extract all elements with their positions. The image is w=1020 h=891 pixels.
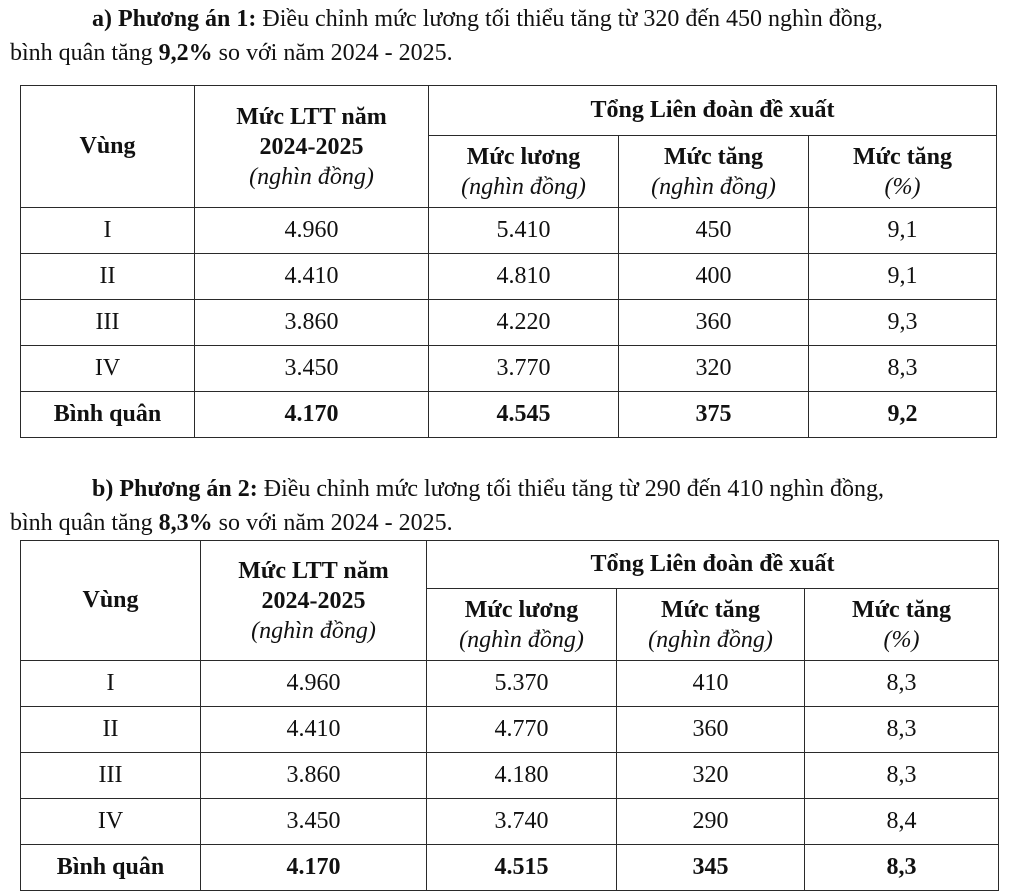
cell-ltt: 3.450 [195, 346, 429, 392]
table-row [21, 346, 997, 392]
table-option-1 [20, 85, 997, 438]
header-increase-unit: (nghìn đồng) [648, 626, 773, 653]
cell-increase-pct: 8,3 [805, 661, 999, 707]
header-salary-label: Mức lương [466, 143, 581, 170]
header-increase-pct [809, 136, 997, 208]
cell-increase: 290 [617, 799, 805, 845]
cell-ltt: 4.960 [201, 661, 427, 707]
cell-increase-pct: 8,3 [809, 346, 997, 392]
header-increase [617, 589, 805, 661]
cell-salary: 4.770 [427, 707, 617, 753]
cell-region: III [21, 300, 195, 346]
cell-region: IV [21, 346, 195, 392]
header-salary-label: Mức lương [464, 596, 579, 623]
cell-region: II [21, 254, 195, 300]
cell-ltt: 4.170 [201, 845, 427, 891]
cell-increase: 320 [617, 753, 805, 799]
section-a-line2 [10, 36, 1008, 70]
header-salary-unit: (nghìn đồng) [459, 626, 584, 653]
section-a-label: a) Phương án 1: [92, 6, 257, 32]
section-b-text1: Điều chỉnh mức lương tối thiểu tăng từ 290 đến 410 nghìn đồng, [257, 476, 885, 502]
cell-ltt: 4.410 [195, 254, 429, 300]
cell-salary: 4.545 [429, 392, 619, 438]
cell-region: III [21, 753, 201, 799]
cell-salary: 3.740 [427, 799, 617, 845]
header-salary [429, 136, 619, 208]
cell-salary: 4.515 [427, 845, 617, 891]
cell-ltt: 4.410 [201, 707, 427, 753]
cell-increase: 345 [617, 845, 805, 891]
header-ltt [195, 86, 429, 208]
cell-average-label: Bình quân [21, 845, 201, 891]
cell-ltt: 4.960 [195, 208, 429, 254]
cell-increase: 375 [619, 392, 809, 438]
section-a-line1 [10, 2, 1008, 36]
cell-region: II [21, 707, 201, 753]
header-proposal: Tổng Liên đoàn đề xuất [429, 86, 997, 136]
section-a-text2-pre: bình quân tăng [10, 40, 159, 66]
cell-increase: 320 [619, 346, 809, 392]
table-row [21, 208, 997, 254]
header-ltt-line2: 2024-2025 [261, 587, 366, 614]
cell-increase-pct: 9,2 [809, 392, 997, 438]
header-increase-pct-unit: (%) [884, 173, 921, 200]
header-salary-unit: (nghìn đồng) [461, 173, 586, 200]
cell-ltt: 4.170 [195, 392, 429, 438]
table-row-average [21, 392, 997, 438]
section-b-paragraph [10, 472, 1008, 540]
header-increase-unit: (nghìn đồng) [651, 173, 776, 200]
cell-region: I [21, 661, 201, 707]
cell-increase-pct: 9,3 [809, 300, 997, 346]
header-region: Vùng [21, 86, 195, 208]
cell-increase-pct: 8,3 [805, 707, 999, 753]
cell-increase: 360 [619, 300, 809, 346]
cell-increase: 410 [617, 661, 805, 707]
cell-increase: 360 [617, 707, 805, 753]
header-increase-label: Mức tăng [660, 596, 761, 623]
cell-increase-pct: 8,4 [805, 799, 999, 845]
table-row [21, 300, 997, 346]
cell-salary: 4.180 [427, 753, 617, 799]
header-increase-label: Mức tăng [663, 143, 764, 170]
header-increase-pct [805, 589, 999, 661]
header-increase-pct-label: Mức tăng [851, 596, 952, 623]
cell-increase: 450 [619, 208, 809, 254]
header-ltt-unit: (nghìn đồng) [249, 163, 374, 190]
section-b-text2-post: so với năm 2024 - 2025. [212, 510, 453, 536]
cell-ltt: 3.450 [201, 799, 427, 845]
cell-increase-pct: 8,3 [805, 753, 999, 799]
header-increase-pct-label: Mức tăng [852, 143, 953, 170]
table-header-row [21, 541, 999, 589]
section-b-line2 [10, 506, 1008, 540]
table-row-average [21, 845, 999, 891]
header-proposal: Tổng Liên đoàn đề xuất [427, 541, 999, 589]
table-row [21, 254, 997, 300]
table-option-2 [20, 540, 999, 891]
cell-increase-pct: 9,1 [809, 254, 997, 300]
section-b-line1 [10, 472, 1008, 506]
header-increase-pct-unit: (%) [883, 626, 920, 653]
section-a-text1: Điều chỉnh mức lương tối thiểu tăng từ 320 đến 450 nghìn đồng, [256, 6, 883, 32]
header-ltt-line2: 2024-2025 [259, 133, 364, 160]
header-increase [619, 136, 809, 208]
cell-salary: 5.410 [429, 208, 619, 254]
cell-salary: 4.810 [429, 254, 619, 300]
table-row [21, 753, 999, 799]
section-b-text2-pre: bình quân tăng [10, 510, 159, 536]
section-b-label: b) Phương án 2: [92, 476, 258, 502]
cell-region: I [21, 208, 195, 254]
cell-ltt: 3.860 [201, 753, 427, 799]
header-ltt-line1: Mức LTT năm [238, 557, 389, 584]
cell-region: IV [21, 799, 201, 845]
table-row [21, 707, 999, 753]
cell-increase: 400 [619, 254, 809, 300]
cell-average-label: Bình quân [21, 392, 195, 438]
section-a-text2-post: so với năm 2024 - 2025. [212, 40, 453, 66]
header-salary [427, 589, 617, 661]
cell-salary: 3.770 [429, 346, 619, 392]
header-ltt [201, 541, 427, 661]
table-header-row [21, 86, 997, 136]
header-ltt-line1: Mức LTT năm [236, 103, 387, 130]
cell-ltt: 3.860 [195, 300, 429, 346]
header-region: Vùng [21, 541, 201, 661]
section-a-paragraph [10, 2, 1008, 70]
cell-increase-pct: 8,3 [805, 845, 999, 891]
cell-increase-pct: 9,1 [809, 208, 997, 254]
table-row [21, 661, 999, 707]
section-a-percent: 9,2% [158, 40, 213, 66]
cell-salary: 5.370 [427, 661, 617, 707]
header-ltt-unit: (nghìn đồng) [251, 617, 376, 644]
cell-salary: 4.220 [429, 300, 619, 346]
section-b-percent: 8,3% [158, 510, 213, 536]
table-row [21, 799, 999, 845]
